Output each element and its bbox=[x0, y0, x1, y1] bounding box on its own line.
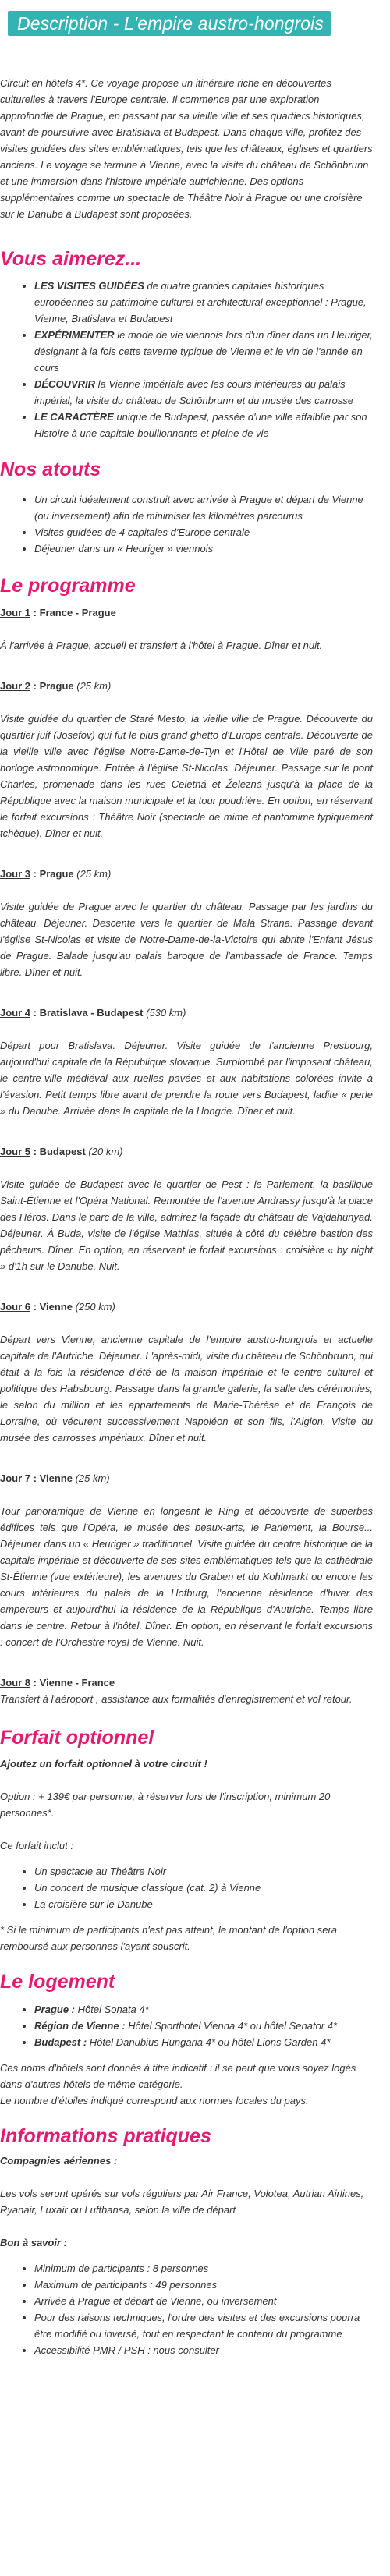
list-item: • Un concert de musique classique (cat. 2) à Vienne bbox=[34, 1880, 373, 1896]
vous-aimerez-list bbox=[0, 278, 373, 441]
list-item: • Minimum de participants : 8 personnes bbox=[34, 2260, 373, 2277]
section-title-forfait: Forfait optionnel bbox=[0, 1727, 154, 1749]
list-item: • LE CARACTÈRE unique de Budapest, passée d'une ville affaiblie par son Histoire à une capitale bouillonnante et pleine de vie bbox=[34, 409, 373, 441]
list-item: • Arrivée à Prague et départ de Vienne, ou inversement bbox=[34, 2293, 373, 2309]
list-item: • Budapest : Hôtel Danubius Hungaria 4* ou hôtel Lions Garden 4* bbox=[34, 2034, 373, 2050]
list-item: • Région de Vienne : Hôtel Sporthotel Vienna 4* ou hôtel Senator 4* bbox=[34, 2018, 373, 2034]
day-title: Jour 4 : Bratislava - Budapest (530 km) bbox=[0, 1007, 186, 1019]
bon-a-savoir-list bbox=[0, 2260, 373, 2358]
day-description: Départ pour Bratislava. Déjeuner. Visite guidée de l'ancienne Presbourg, aujourd'hui capitale de la République slovaque. Surplombé par l'imposant château, le centre-ville médiéval aux ruelles pavées et aux habitations colorées invite à l'évasion. Petit temps libre avant de prendre la route vers Budapest, ladite « perle » du Danube. Arrivée dans la capitale de la Hongrie. Dîner et nuit. bbox=[0, 1040, 373, 1117]
bon-a-savoir-label: Bon à savoir : bbox=[0, 2237, 67, 2248]
title-banner bbox=[0, 0, 390, 54]
section-title-programme: Le programme bbox=[0, 575, 136, 597]
day-description: Visite guidée de Budapest avec le quartier de Pest : le Parlement, la basilique Saint-Étienne et l'Opéra National. Remontée de l'avenue Andrassy jusqu'à la place des Héros. Dans le parc de la ville, admirez la façade du château de Vajdahunyad. Déjeuner. À Buda, visite de l'église Mathias, située à côté du célèbre bastion des pêcheurs. Dîner. En option, en réservant le forfait excursions : croisière « by night » d'1h sur le Danube. Nuit. bbox=[0, 1178, 373, 1272]
forfait-note: * Si le minimum de participants n'est pas atteint, le montant de l'option sera remboursé aux personnes l'ayant souscrit. bbox=[0, 1924, 338, 1952]
day-title: Jour 2 : Prague (25 km) bbox=[0, 680, 112, 692]
day-title: Jour 7 : Vienne (25 km) bbox=[0, 1472, 110, 1484]
section-title-logement: Le logement bbox=[0, 1971, 115, 1993]
nos-atouts-list bbox=[0, 491, 373, 557]
compagnies-label: Compagnies aériennes : bbox=[0, 2155, 118, 2167]
day-title: Jour 1 : France - Prague bbox=[0, 607, 116, 618]
programme-day bbox=[0, 1299, 373, 1446]
list-item: • Pour des raisons techniques, l'ordre des visites et des excursions pourra être modifié ou inversé, tout en respectant le contenu du programme bbox=[34, 2309, 373, 2342]
forfait-list bbox=[0, 1863, 373, 1912]
list-item: • Déjeuner dans un « Heuriger » viennois bbox=[34, 540, 373, 557]
programme-day bbox=[0, 1005, 373, 1119]
section-title-nos-atouts: Nos atouts bbox=[0, 459, 101, 480]
forfait-option: Option : + 139€ par personne, à réserver lors de l'inscription, minimum 20 personnes*. bbox=[0, 1791, 331, 1819]
section-title-vous-aimerez: Vous aimerez... bbox=[0, 248, 142, 270]
programme-day bbox=[0, 1674, 373, 1707]
programme-day bbox=[0, 1143, 373, 1274]
intro-text: Circuit en hôtels 4*. Ce voyage propose un itinéraire riche en découvertes culturelles à travers l'Europe centrale. Il commence par une exploration approfondie de Prague, en passant par sa vieille ville et ses quartiers historiques, avant de poursuivre avec Bratislava et Budapest. Dans chaque ville, profitez des visites guidées des sites emblématiques, tels que les châteaux, églises et quartiers anciens. Le voyage se termine à Vienne, avec la visite du château de Schönbrunn et une immersion dans l'histoire impériale autrichienne. Des options supplémentaires comme un spectacle de Théâtre Noir à Prague ou une croisière sur le Danube à Budapest sont proposées. bbox=[0, 77, 373, 220]
list-item: • Accessibilité PMR / PSH : nous consulter bbox=[34, 2342, 373, 2358]
list-item: • LES VISITES GUIDÉES de quatre grandes capitales historiques européennes au patrimoine culturel et architectural exceptionnel : Prague, Vienne, Bratislava et Budapest bbox=[34, 278, 373, 327]
list-item: • Prague : Hôtel Sonata 4* bbox=[34, 2001, 373, 2018]
forfait-inclus-label: Ce forfait inclut : bbox=[0, 1840, 73, 1851]
logement-note: Ces noms d'hôtels sont donnés à titre indicatif : il se peut que vous soyez logés dans d'autres hôtels de même catégorie. bbox=[0, 2062, 356, 2090]
list-item: • EXPÉRIMENTER le mode de vie viennois lors d'un dîner dans un Heuriger, désignant à la fois cette taverne typique de Vienne et le vin de l'année en cours bbox=[34, 327, 373, 376]
list-item: • Un spectacle au Théâtre Noir bbox=[34, 1863, 373, 1880]
list-item: • Un circuit idéalement construit avec arrivée à Prague et départ de Vienne (ou inversement) afin de minimiser les kilomètres parcourus bbox=[34, 491, 373, 524]
compagnies-text: Les vols seront opérés sur vols réguliers par Air France, Volotea, Autrian Airlines, Ryanair, Luxair ou Lufthansa, selon la ville de départ bbox=[0, 2188, 364, 2216]
programme-day bbox=[0, 604, 373, 654]
day-description: Départ vers Vienne, ancienne capitale de l'empire austro-hongrois et actuelle capitale de l'Autriche. Déjeuner. L'après-midi, visite du château de Schönbrunn, qui était à la fois la résidence d'été de la maison impériale et le centre culturel et politique des Habsbourg. Passage dans la grande galerie, la salle des cérémonies, le salon du million et les appartements de Marie-Thérèse et de François de Lorraine, où vécurent successivement Napoléon et son fils, l'Aiglon. Visite du musée des carrosses impériaux. Dîner et nuit. bbox=[0, 1334, 373, 1444]
day-title: Jour 5 : Budapest (20 km) bbox=[0, 1146, 123, 1157]
page-title: Description - L'empire austro-hongrois bbox=[17, 12, 324, 34]
day-description: Visite guidée du quartier de Staré Mesto, la vieille ville de Prague. Découverte du quartier juif (Josefov) qui fut le plus grand ghetto d'Europe centrale. Découverte de la vieille ville avec l'église Notre-Dame-de-Tyn et l'Hôtel de Ville paré de son horloge astronomique. Entrée à l'église St-Nicolas. Déjeuner. Passage sur le pont Charles, promenade dans les rues Celetná et Železná jusqu'à la place de la République avec la maison municipale et la tour poudrière. En option, en réservant le forfait excursions : Théâtre Noir (spectacle de mime et pantomime typiquement tchèque). Dîner et nuit. bbox=[0, 713, 373, 839]
day-description: Visite guidée de Prague avec le quartier du château. Passage par les jardins du château. Déjeuner. Descente vers le quartier de Malá Strana. Passage devant l'église St-Nicolas et visite de Notre-Dame-de-la-Victoire qui abrite l'Enfant Jésus de Prague. Balade jusqu'au palais baroque de l'ambassade de France. Temps libre. Dîner et nuit. bbox=[0, 901, 373, 978]
programme-day bbox=[0, 678, 373, 842]
day-title: Jour 8 : Vienne - France bbox=[0, 1677, 115, 1688]
section-title-infos: Informations pratiques bbox=[0, 2125, 211, 2147]
day-description: Tour panoramique de Vienne en longeant le Ring et découverte de superbes édifices tels que l'Opéra, le musée des beaux-arts, le Parlement, la Bourse... Déjeuner dans un « Heuriger » traditionnel. Visite guidée du centre historique de la capitale impériale et découverte de ses sites emblématiques tels que la cathédrale St-Étienne (vue extérieure), les avenues du Graben et du Kohlmarkt ou encore les cours intérieures du palais de la Hofburg, l'ancienne résidence d'hiver des empereurs et aujourd'hui la résidence de la République d'Autriche. Temps libre dans le centre. Retour à l'hôtel. Dîner. En option, en réservant le forfait excursions : concert de l'Orchestre royal de Vienne. Nuit. bbox=[0, 1505, 373, 1648]
list-item: • La croisière sur le Danube bbox=[34, 1896, 373, 1912]
list-item: • Visites guidées de 4 capitales d'Europe centrale bbox=[34, 524, 373, 540]
logement-note: Le nombre d'étoiles indiqué correspond aux normes locales du pays. bbox=[0, 2095, 309, 2107]
day-description: Transfert à l'aéroport , assistance aux formalités d'enregistrement et vol retour. bbox=[0, 1693, 353, 1705]
day-description: À l'arrivée à Prague, accueil et transfert à l'hôtel à Prague. Dîner et nuit. bbox=[0, 640, 323, 651]
day-title: Jour 3 : Prague (25 km) bbox=[0, 868, 112, 880]
title-strip bbox=[8, 11, 331, 36]
programme-day bbox=[0, 1470, 373, 1650]
day-title: Jour 6 : Vienne (250 km) bbox=[0, 1301, 115, 1313]
programme-day bbox=[0, 866, 373, 980]
main-content bbox=[0, 75, 373, 2358]
logement-list bbox=[0, 2001, 373, 2050]
forfait-subtitle: Ajoutez un forfait optionnel à votre circuit ! bbox=[0, 1758, 207, 1770]
list-item: • Maximum de participants : 49 personnes bbox=[34, 2277, 373, 2293]
list-item: • DÉCOUVRIR la Vienne impériale avec les cours intérieures du palais impérial, la visite du château de Schönbrunn et du musée des carrosse bbox=[34, 376, 373, 409]
